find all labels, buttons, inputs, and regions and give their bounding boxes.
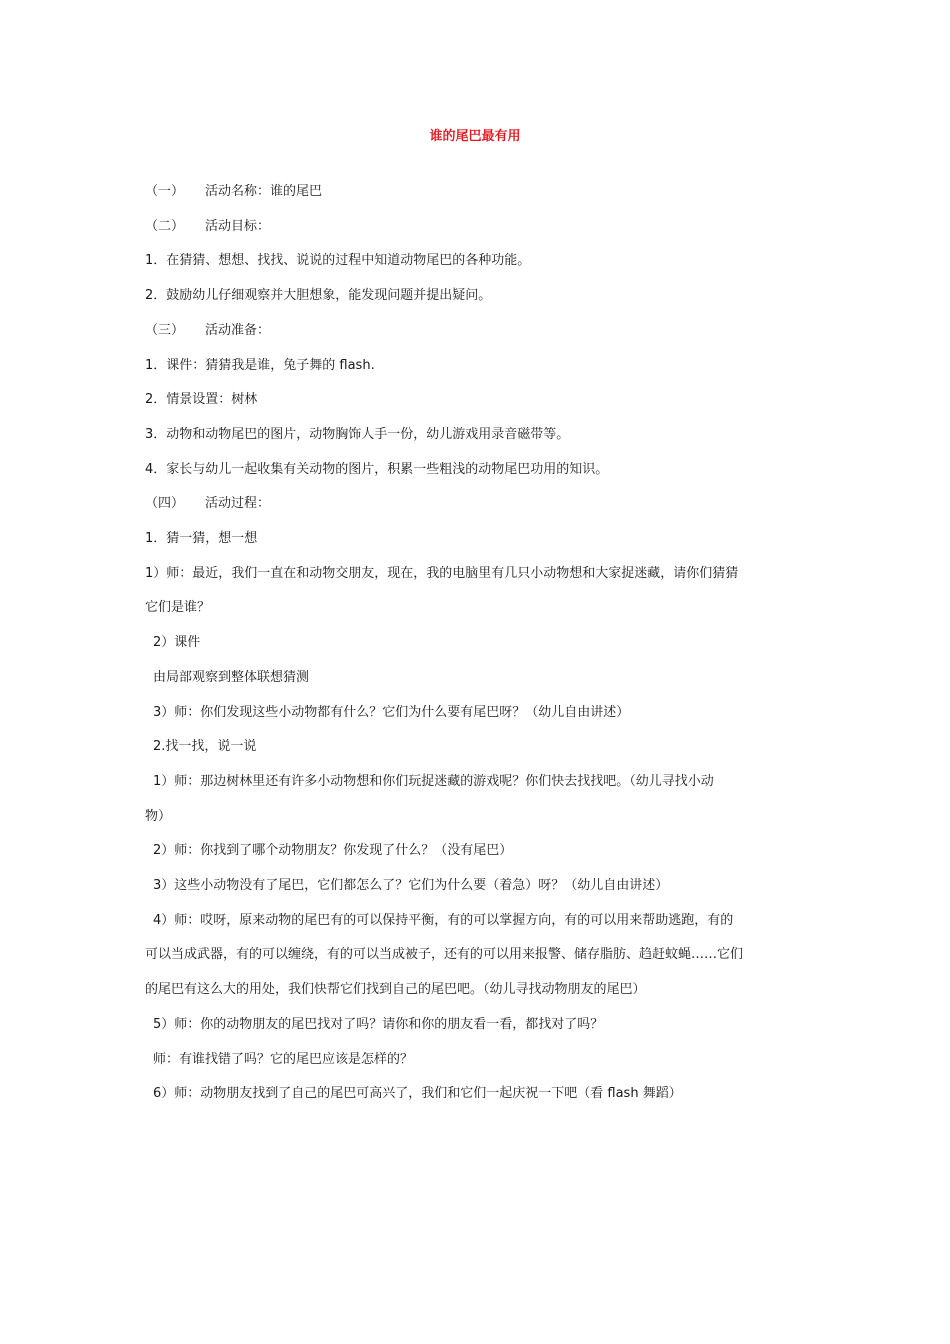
paragraph-line bbox=[145, 218, 825, 236]
line-text: 活动过程： bbox=[205, 496, 271, 511]
line-text: 3．动物和动物尾巴的图片，动物胸饰人手一份，幼儿游戏用录音磁带等。 bbox=[145, 427, 570, 442]
paragraph-line bbox=[145, 842, 833, 860]
paragraph-line bbox=[145, 1016, 833, 1034]
line-text: 2）课件 bbox=[153, 635, 201, 650]
paragraph-line bbox=[145, 634, 833, 652]
paragraph-line bbox=[145, 981, 825, 999]
paragraph-line bbox=[145, 912, 833, 930]
paragraph-line bbox=[145, 669, 833, 687]
paragraph-line bbox=[145, 495, 825, 513]
line-text: 物） bbox=[145, 809, 172, 824]
paragraph-line bbox=[145, 287, 825, 305]
line-text: 3）这些小动物没有了尾巴，它们都怎么了？它们为什么要（着急）呀？（幼儿自由讲述） bbox=[153, 878, 669, 893]
line-text: 可以当成武器，有的可以缠绕，有的可以当成被子，还有的可以用来报警、储存脂肪、趋赶蚊蝇……它们 bbox=[145, 947, 744, 962]
line-text: 4．家长与幼儿一起收集有关动物的图片，积累一些粗浅的动物尾巴功用的知识。 bbox=[145, 462, 609, 477]
section-number: （二） bbox=[145, 219, 185, 234]
paragraph-line bbox=[145, 183, 825, 201]
paragraph-line bbox=[145, 877, 833, 895]
line-text: 活动目标： bbox=[205, 219, 271, 234]
paragraph-line bbox=[145, 1085, 833, 1103]
line-text: 活动名称：谁的尾巴 bbox=[205, 184, 323, 199]
line-text: 1．课件：猜猜我是谁，兔子舞的 flash. bbox=[145, 358, 375, 373]
paragraph-line bbox=[145, 426, 825, 444]
paragraph-line bbox=[145, 322, 825, 340]
paragraph-line bbox=[145, 357, 825, 375]
paragraph-line bbox=[145, 461, 825, 479]
paragraph-line bbox=[145, 808, 825, 826]
section-number: （一） bbox=[145, 184, 185, 199]
line-text: 1）师：最近，我们一直在和动物交朋友，现在，我的电脑里有几只小动物想和大家捉迷藏，请你们猜猜 bbox=[145, 566, 739, 581]
paragraph-line bbox=[145, 704, 833, 722]
paragraph-line bbox=[145, 773, 833, 791]
paragraph-line bbox=[145, 530, 825, 548]
line-text: 活动准备： bbox=[205, 323, 271, 338]
paragraph-line bbox=[145, 738, 833, 756]
paragraph-line bbox=[145, 391, 825, 409]
line-text: 的尾巴有这么大的用处，我们快帮它们找到自己的尾巴吧。（幼儿寻找动物朋友的尾巴） bbox=[145, 982, 646, 997]
line-text: 1．在猜猜、想想、找找、说说的过程中知道动物尾巴的各种功能。 bbox=[145, 253, 531, 268]
line-text: 2）师：你找到了哪个动物朋友？你发现了什么？（没有尾巴） bbox=[153, 843, 513, 858]
line-text: 2．情景设置：树林 bbox=[145, 392, 258, 407]
line-text: 1）师：那边树林里还有许多小动物想和你们玩捉迷藏的游戏呢？你们快去找找吧。（幼儿寻找小动 bbox=[153, 774, 714, 789]
paragraph-line bbox=[145, 599, 825, 617]
paragraph-line bbox=[145, 252, 825, 270]
line-text: 6）师：动物朋友找到了自己的尾巴可高兴了，我们和它们一起庆祝一下吧（看 flash 舞蹈） bbox=[153, 1086, 682, 1101]
paragraph-line bbox=[145, 565, 825, 583]
section-number: （四） bbox=[145, 496, 185, 511]
line-text: 5）师：你的动物朋友的尾巴找对了吗？请你和你的朋友看一看，都找对了吗？ bbox=[153, 1017, 604, 1032]
line-text: 3）师：你们发现这些小动物都有什么？它们为什么要有尾巴呀？（幼儿自由讲述） bbox=[153, 705, 630, 720]
line-text: 师：有谁找错了吗？它的尾巴应该是怎样的？ bbox=[153, 1052, 414, 1067]
paragraph-line bbox=[145, 946, 825, 964]
line-text: 由局部观察到整体联想猜测 bbox=[153, 670, 310, 685]
line-text: 2．鼓励幼儿仔细观察并大胆想象，能发现问题并提出疑问。 bbox=[145, 288, 492, 303]
paragraph-line bbox=[145, 1051, 833, 1069]
line-text: 它们是谁？ bbox=[145, 600, 211, 615]
line-text: 2.找一找，说一说 bbox=[153, 739, 257, 754]
section-number: （三） bbox=[145, 323, 185, 338]
line-text: 1．猜一猜，想一想 bbox=[145, 531, 258, 546]
document-title: 谁的尾巴最有用 bbox=[429, 129, 521, 144]
line-text: 4）师：哎呀，原来动物的尾巴有的可以保持平衡，有的可以掌握方向，有的可以用来帮助逃跑，有的 bbox=[153, 913, 734, 928]
